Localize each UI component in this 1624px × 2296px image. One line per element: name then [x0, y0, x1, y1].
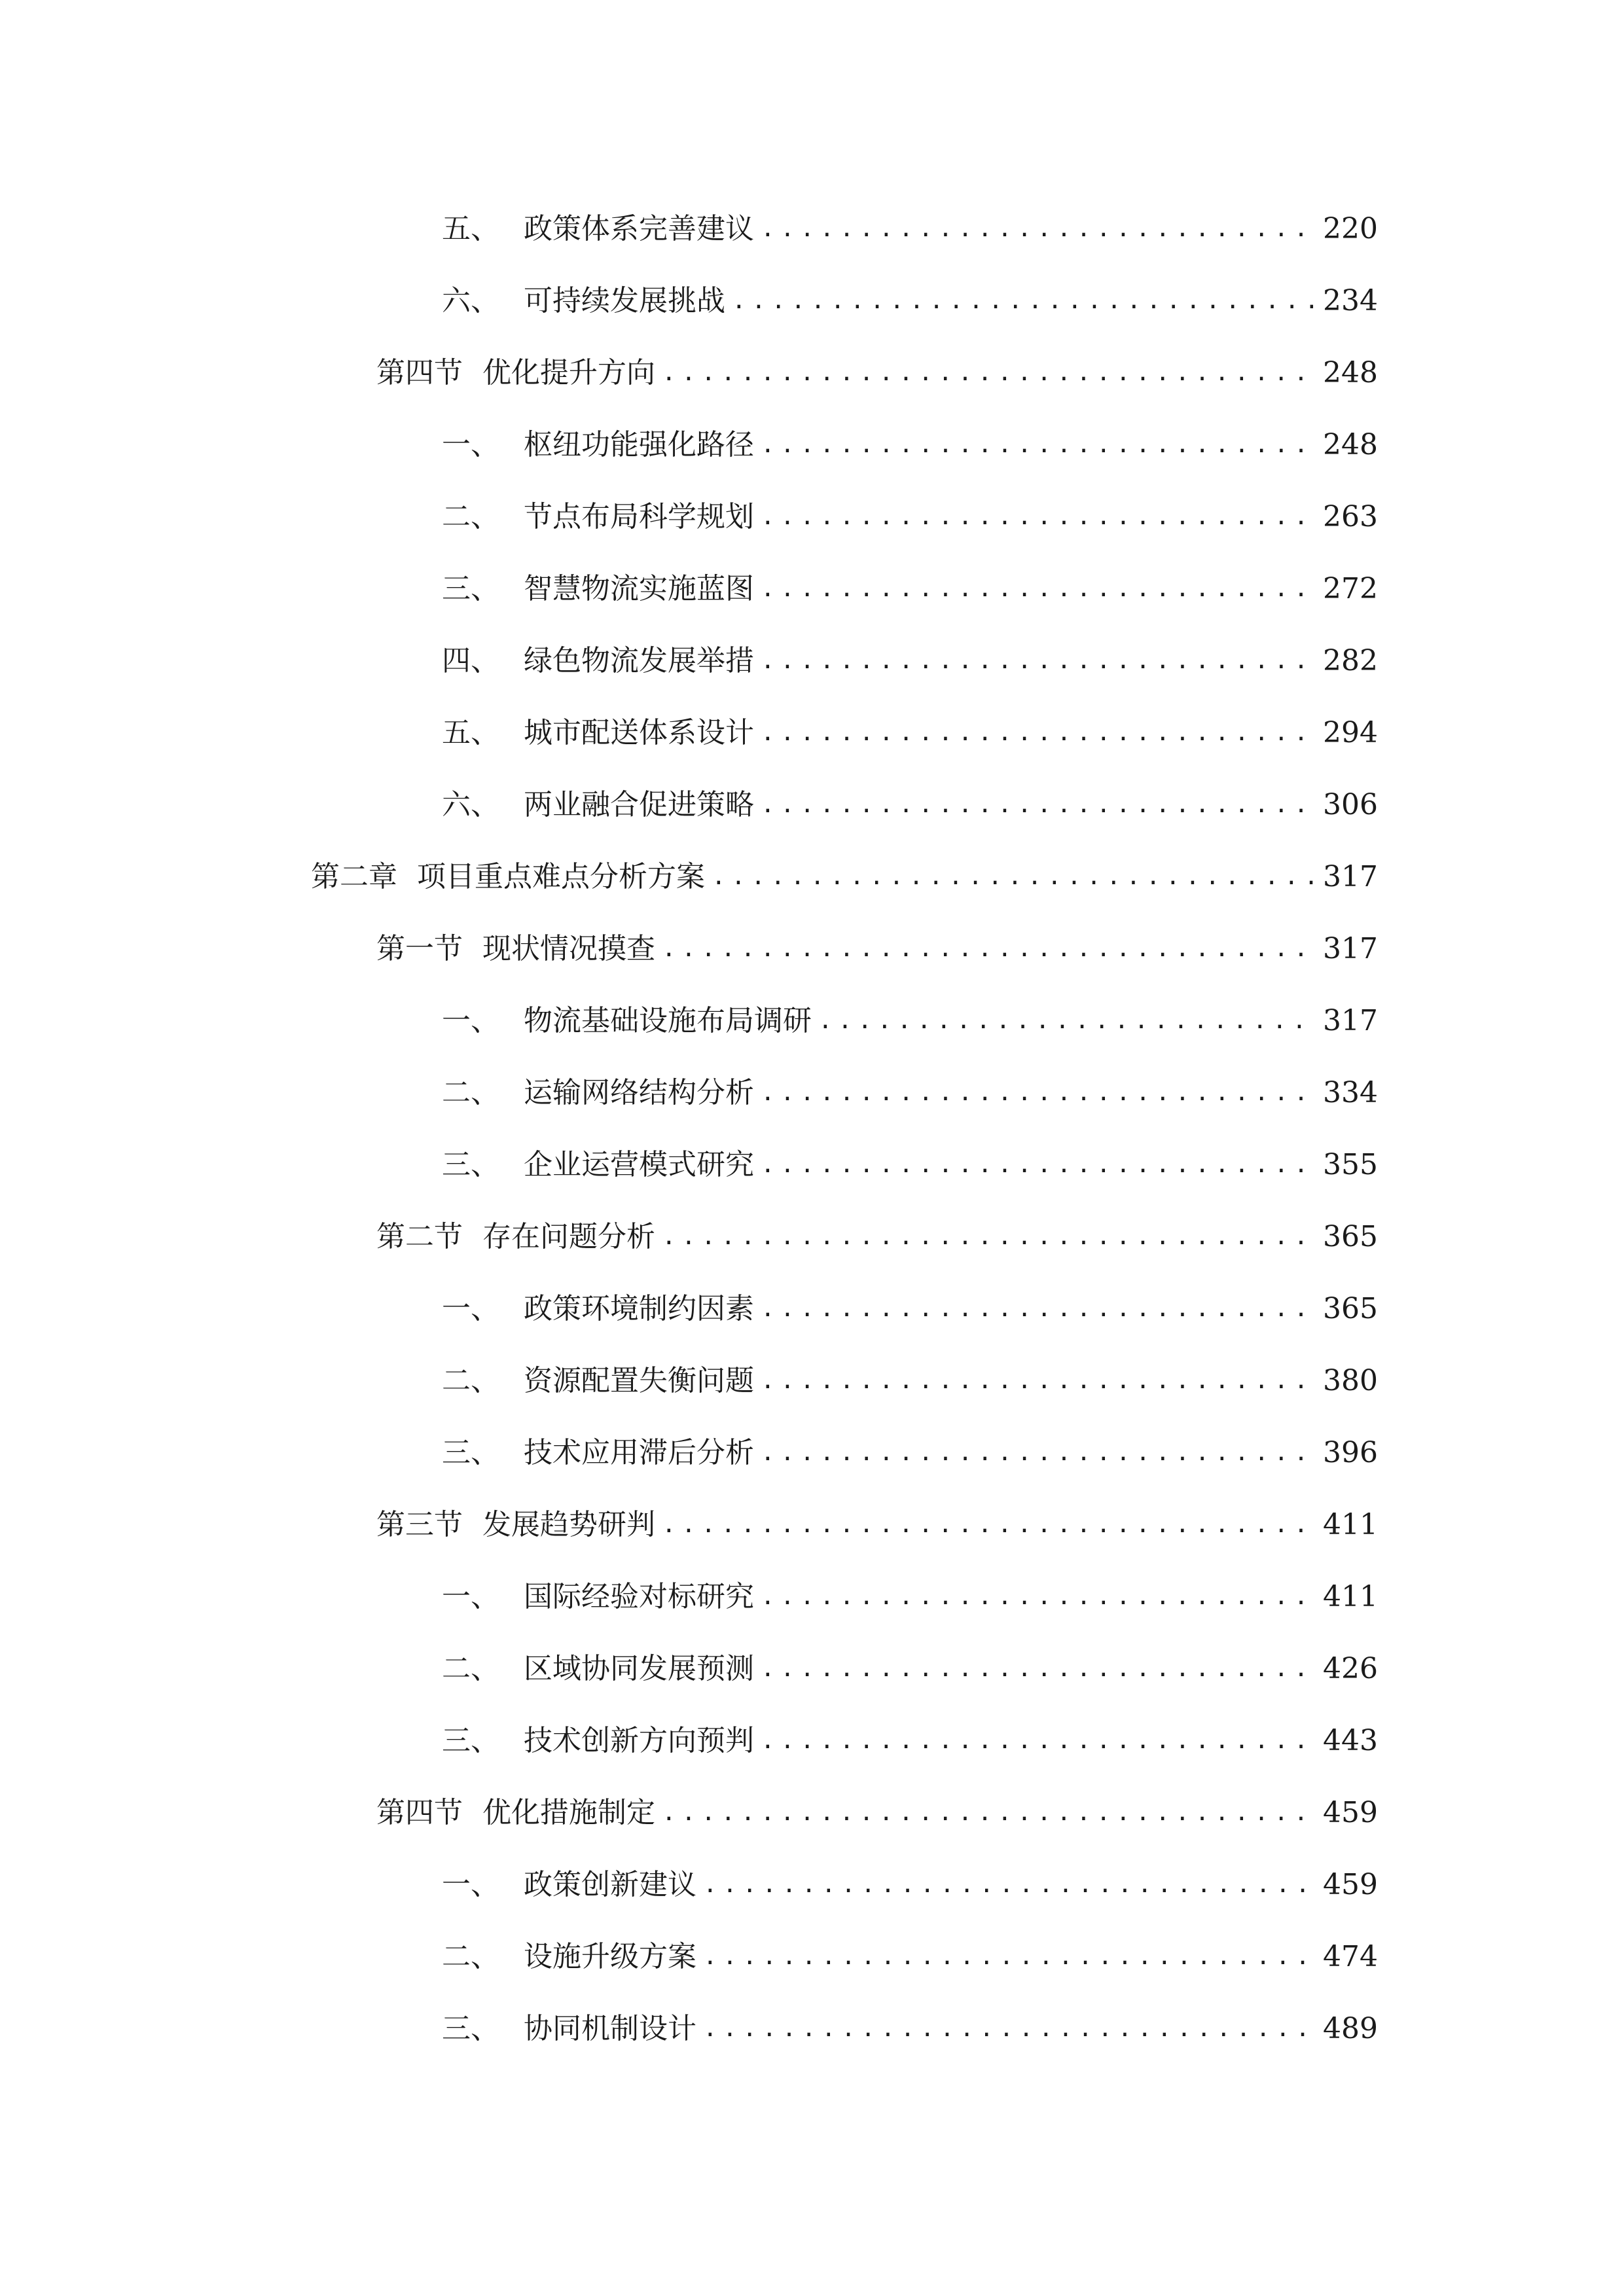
toc-entry-page: 459	[1323, 1796, 1378, 1829]
toc-entry[interactable]	[376, 1787, 1378, 1839]
dot-leader	[712, 851, 1314, 903]
toc-entry-title: 节点布局科学规划	[524, 500, 754, 533]
toc-entry-page: 272	[1323, 572, 1378, 605]
toc-entry[interactable]	[376, 1211, 1378, 1263]
toc-entry-number: 四、	[442, 644, 499, 677]
toc-entry-page: 355	[1323, 1148, 1378, 1181]
toc-entry-page: 489	[1323, 2012, 1378, 2045]
toc-entry-title: 政策环境制约因素	[524, 1292, 754, 1325]
toc-entry-title: 城市配送体系设计	[524, 716, 754, 749]
toc-entry[interactable]	[442, 563, 1378, 615]
toc-entry-number: 五、	[442, 716, 499, 749]
toc-entry-page: 317	[1323, 1004, 1378, 1037]
toc-entry-page: 306	[1323, 788, 1378, 821]
toc-entry-page: 317	[1323, 932, 1378, 965]
toc-entry-number: 一、	[442, 1292, 499, 1325]
toc-entry-title: 政策体系完善建议	[524, 212, 754, 245]
dot-leader	[761, 779, 1314, 831]
dot-leader	[703, 1931, 1314, 1983]
toc-entry-number: 一、	[442, 1868, 499, 1901]
dot-leader	[761, 1283, 1314, 1335]
toc-entry[interactable]	[442, 1715, 1378, 1767]
toc-entry-page: 263	[1323, 500, 1378, 533]
toc-entry-number: 第二节	[376, 1220, 463, 1253]
toc-entry-title: 存在问题分析	[482, 1220, 655, 1253]
toc-entry[interactable]	[442, 203, 1378, 255]
toc-entry-number: 二、	[442, 1364, 499, 1397]
toc-entry[interactable]	[376, 1499, 1378, 1551]
toc-entry[interactable]	[442, 707, 1378, 759]
toc-entry[interactable]	[442, 779, 1378, 831]
dot-leader	[761, 203, 1314, 255]
toc-entry[interactable]	[376, 347, 1378, 399]
dot-leader	[662, 1499, 1314, 1551]
toc-entry[interactable]	[442, 1859, 1378, 1911]
toc-entry-title: 绿色物流发展举措	[524, 644, 754, 677]
toc-entry[interactable]	[442, 491, 1378, 543]
toc-entry-number: 三、	[442, 1724, 499, 1757]
toc-entry[interactable]	[442, 1427, 1378, 1479]
toc-entry-title: 发展趋势研判	[482, 1508, 655, 1541]
toc-entry-title: 枢纽功能强化路径	[524, 428, 754, 461]
toc-entry-number: 五、	[442, 212, 499, 245]
toc-entry-page: 248	[1323, 428, 1378, 461]
toc-entry[interactable]	[376, 923, 1378, 975]
toc-entry[interactable]	[442, 275, 1378, 327]
dot-leader	[761, 563, 1314, 615]
toc-entry[interactable]	[442, 1643, 1378, 1695]
toc-entry-page: 411	[1323, 1580, 1378, 1613]
dot-leader	[662, 1211, 1314, 1263]
dot-leader	[761, 491, 1314, 543]
toc-entry-title: 企业运营模式研究	[524, 1148, 754, 1181]
toc-entry-page: 426	[1323, 1652, 1378, 1685]
dot-leader	[703, 1859, 1314, 1911]
toc-entry-page: 459	[1323, 1868, 1378, 1901]
toc-entry-title: 区域协同发展预测	[524, 1652, 754, 1685]
dot-leader	[818, 995, 1314, 1047]
dot-leader	[703, 2003, 1314, 2055]
toc-entry-page: 443	[1323, 1724, 1378, 1757]
toc-entry-title: 物流基础设施布局调研	[524, 1004, 812, 1037]
toc-entry-title: 优化措施制定	[482, 1796, 655, 1829]
toc-entry-page: 365	[1323, 1292, 1378, 1325]
toc-entry-number: 第四节	[376, 356, 463, 389]
toc-entry-title: 项目重点难点分析方案	[417, 860, 705, 893]
toc-entry-page: 248	[1323, 356, 1378, 389]
toc-entry-number: 二、	[442, 1076, 499, 1109]
toc-entry[interactable]	[442, 1931, 1378, 1983]
toc-entry-number: 一、	[442, 1004, 499, 1037]
toc-entry[interactable]	[442, 1571, 1378, 1623]
toc-entry-page: 411	[1323, 1508, 1378, 1541]
toc-entry-page: 294	[1323, 716, 1378, 749]
toc-entry-number: 三、	[442, 1436, 499, 1469]
toc-entry-page: 334	[1323, 1076, 1378, 1109]
dot-leader	[761, 419, 1314, 471]
toc-entry-number: 第四节	[376, 1796, 463, 1829]
toc-entry-number: 三、	[442, 2012, 499, 2045]
toc-entry-number: 二、	[442, 500, 499, 533]
toc-entry-title: 运输网络结构分析	[524, 1076, 754, 1109]
toc-entry-number: 三、	[442, 572, 499, 605]
dot-leader	[761, 635, 1314, 687]
dot-leader	[761, 1643, 1314, 1695]
toc-entry-title: 设施升级方案	[524, 1940, 696, 1973]
dot-leader	[761, 1571, 1314, 1623]
toc-entry-title: 技术创新方向预判	[524, 1724, 754, 1757]
toc-entry-page: 220	[1323, 212, 1378, 245]
toc-entry-title: 优化提升方向	[482, 356, 655, 389]
toc-entry-number: 二、	[442, 1652, 499, 1685]
toc-entry[interactable]	[442, 1067, 1378, 1119]
toc-entry-title: 政策创新建议	[524, 1868, 696, 1901]
toc-entry-number: 一、	[442, 1580, 499, 1613]
toc-entry[interactable]	[311, 851, 1378, 903]
toc-entry-number: 第二章	[311, 860, 397, 893]
toc-entry-page: 365	[1323, 1220, 1378, 1253]
dot-leader	[761, 707, 1314, 759]
dot-leader	[732, 275, 1314, 327]
dot-leader	[761, 1067, 1314, 1119]
toc-entry-page: 282	[1323, 644, 1378, 677]
toc-entry[interactable]	[442, 1139, 1378, 1191]
toc-entry-page: 474	[1323, 1940, 1378, 1973]
toc-entry-title: 技术应用滞后分析	[524, 1436, 754, 1469]
toc-entry[interactable]	[442, 2003, 1378, 2055]
toc-entry-number: 第三节	[376, 1508, 463, 1541]
toc-entry-page: 234	[1323, 284, 1378, 317]
dot-leader	[761, 1355, 1314, 1407]
toc-entry-number: 三、	[442, 1148, 499, 1181]
toc-entry[interactable]	[442, 1283, 1378, 1335]
dot-leader	[662, 347, 1314, 399]
toc-entry-number: 第一节	[376, 932, 463, 965]
dot-leader	[761, 1427, 1314, 1479]
toc-entry-title: 可持续发展挑战	[524, 284, 725, 317]
toc-entry-page: 396	[1323, 1436, 1378, 1469]
dot-leader	[662, 1787, 1314, 1839]
dot-leader	[761, 1139, 1314, 1191]
toc-entry-title: 现状情况摸查	[482, 932, 655, 965]
toc-entry[interactable]	[442, 995, 1378, 1047]
toc-entry-number: 一、	[442, 428, 499, 461]
toc-entry-title: 国际经验对标研究	[524, 1580, 754, 1613]
toc-entry[interactable]	[442, 1355, 1378, 1407]
toc-entry-page: 380	[1323, 1364, 1378, 1397]
toc-entry-title: 协同机制设计	[524, 2012, 696, 2045]
toc-entry-number: 六、	[442, 284, 499, 317]
toc-entry-title: 智慧物流实施蓝图	[524, 572, 754, 605]
toc-entry-title: 两业融合促进策略	[524, 788, 754, 821]
toc-entry-page: 317	[1323, 860, 1378, 893]
dot-leader	[662, 923, 1314, 975]
toc-entry[interactable]	[442, 635, 1378, 687]
toc-entry-number: 六、	[442, 788, 499, 821]
toc-entry-number: 二、	[442, 1940, 499, 1973]
dot-leader	[761, 1715, 1314, 1767]
toc-entry-title: 资源配置失衡问题	[524, 1364, 754, 1397]
toc-entry[interactable]	[442, 419, 1378, 471]
